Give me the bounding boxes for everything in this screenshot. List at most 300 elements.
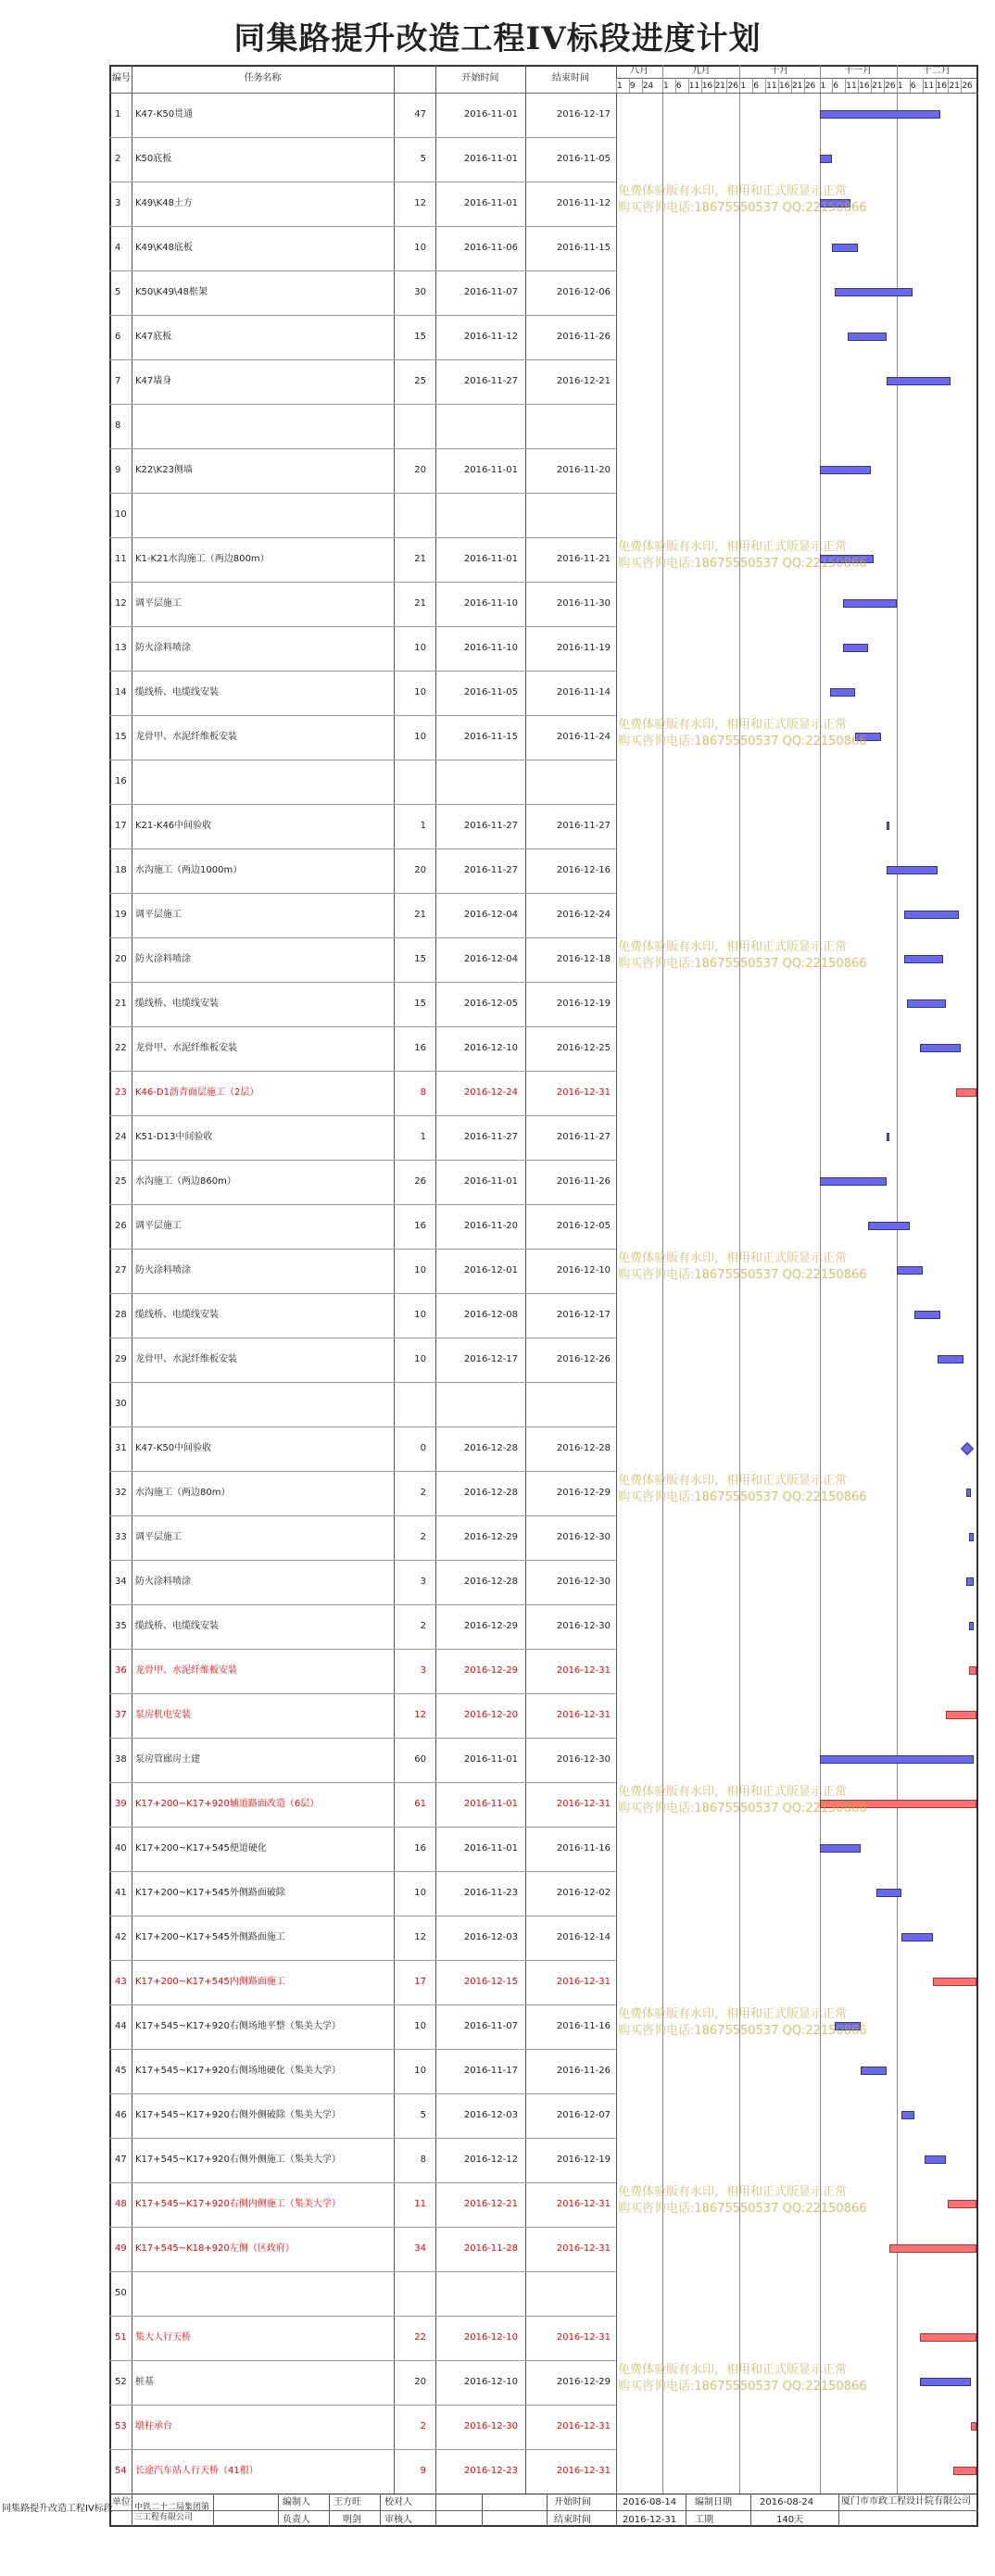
row-divider — [109, 1249, 616, 1250]
watermark-line: 购买咨询电话:18675550537 QQ:22150866 — [618, 1268, 867, 1282]
row-duration: 47 — [414, 109, 426, 119]
gantt-bar — [820, 466, 872, 474]
row-end-date: 2016-11-16 — [556, 1843, 611, 1853]
day-label: 6 — [675, 82, 682, 91]
gantt-bar — [897, 1266, 923, 1275]
row-start-date: 2016-12-03 — [463, 2110, 518, 2120]
row-task-name: 水沟施工（两边80m） — [135, 1488, 231, 1498]
row-end-date: 2016-12-30 — [556, 1532, 611, 1542]
day-tick — [629, 78, 630, 93]
row-end-date: 2016-11-27 — [556, 1132, 611, 1142]
row-end-date: 2016-11-30 — [556, 598, 611, 609]
row-end-date: 2016-12-07 — [556, 2110, 611, 2120]
row-start-date: 2016-12-20 — [463, 1710, 518, 1720]
row-start-date: 2016-11-27 — [463, 376, 518, 386]
project-period: 140天 — [776, 2515, 804, 2525]
end-label: 结束时间 — [554, 2515, 591, 2525]
row-task-name: 集大人行天桥 — [135, 2332, 191, 2343]
row-start-date: 2016-11-12 — [463, 332, 518, 342]
gantt-bar — [920, 2378, 972, 2386]
row-divider — [109, 537, 616, 538]
row-task-name: 调平层施工 — [135, 1532, 182, 1542]
row-task-name: K47-K50贯通 — [135, 109, 194, 119]
row-duration: 2 — [420, 1621, 426, 1631]
footer-divider — [329, 2494, 330, 2527]
gantt-bar — [876, 1889, 902, 1897]
row-task-name: K49\K48底板 — [135, 243, 193, 253]
gantt-bar — [887, 866, 938, 874]
row-divider — [109, 2405, 616, 2406]
row-divider — [109, 2316, 616, 2317]
day-label: 16 — [779, 82, 790, 91]
day-tick — [778, 78, 779, 93]
gantt-bar — [887, 1133, 889, 1141]
row-divider — [109, 1871, 616, 1872]
row-id: 36 — [115, 1665, 127, 1676]
design-company: 厦门市市政工程设计院有限公司 — [841, 2496, 971, 2507]
row-duration: 10 — [414, 2021, 426, 2031]
row-start-date: 2016-11-01 — [463, 154, 518, 164]
row-duration: 26 — [414, 1176, 426, 1187]
row-start-date: 2016-12-28 — [463, 1488, 518, 1498]
footer-divider — [482, 2494, 483, 2527]
row-end-date: 2016-12-30 — [556, 1754, 611, 1765]
row-id: 33 — [115, 1532, 127, 1542]
row-task-name: K47墙身 — [135, 376, 172, 386]
row-task-name: 防火涂料喷涂 — [135, 643, 191, 653]
row-task-name: 缆线桥、电缆线安装 — [135, 1621, 219, 1631]
row-task-name: 防火涂料喷涂 — [135, 954, 191, 964]
row-end-date: 2016-12-31 — [556, 2243, 611, 2254]
row-start-date: 2016-11-27 — [463, 865, 518, 875]
day-label: 1 — [820, 82, 826, 91]
gantt-bar — [830, 688, 856, 697]
row-id: 21 — [115, 999, 127, 1009]
row-task-name: K49\K48土方 — [135, 198, 193, 208]
row-duration: 21 — [414, 598, 426, 609]
row-end-date: 2016-12-30 — [556, 1621, 611, 1631]
date-label: 编制日期 — [695, 2497, 732, 2507]
row-divider — [109, 1693, 616, 1694]
row-id: 9 — [115, 465, 121, 475]
row-duration: 15 — [414, 954, 426, 964]
gantt-bar — [920, 1044, 961, 1052]
row-start-date: 2016-11-17 — [463, 2066, 518, 2076]
row-end-date: 2016-11-12 — [556, 198, 611, 208]
row-divider — [109, 893, 616, 894]
month-label: 八月 — [630, 66, 649, 76]
row-end-date: 2016-11-16 — [556, 2021, 611, 2031]
day-tick — [688, 78, 689, 93]
row-end-date: 2016-12-31 — [556, 1977, 611, 1987]
row-end-date: 2016-12-19 — [556, 999, 611, 1009]
row-duration: 15 — [414, 999, 426, 1009]
row-start-date: 2016-12-30 — [463, 2421, 518, 2431]
row-divider — [109, 1382, 616, 1383]
row-start-date: 2016-11-28 — [463, 2243, 518, 2254]
row-duration: 20 — [414, 2377, 426, 2387]
row-task-name: K47-K50中间验收 — [135, 1443, 212, 1453]
row-end-date: 2016-11-26 — [556, 1176, 611, 1187]
row-task-name: K17+200~K17+545外侧路面施工 — [135, 1932, 285, 1942]
row-task-name: 长途汽车站人行天桥（41根） — [135, 2466, 258, 2476]
row-divider — [109, 1071, 616, 1072]
gantt-bar — [901, 1933, 932, 1941]
row-task-name: 龙骨甲、水泥纤维板安装 — [135, 732, 237, 742]
gantt-bar — [969, 1666, 976, 1675]
gantt-bar — [933, 1978, 976, 1986]
row-task-name: 桩基 — [135, 2377, 154, 2387]
row-end-date: 2016-11-26 — [556, 332, 611, 342]
day-label: 1 — [897, 82, 903, 91]
day-tick — [884, 78, 885, 93]
row-divider — [109, 137, 616, 138]
gantt-bar — [969, 1533, 975, 1541]
project-name: 同集路提升改造工程IV标段 — [2, 2504, 113, 2514]
row-divider — [109, 1293, 616, 1294]
gantt-bar — [953, 2467, 976, 2475]
row-task-name: 缆线桥、电缆线安装 — [135, 687, 219, 697]
watermark-line: 免费体验版有水印，相用和正式版显示正常 — [618, 1251, 848, 1265]
row-duration: 10 — [414, 1310, 426, 1320]
gantt-bar — [925, 2155, 945, 2164]
row-task-name: K1-K21水沟施工（两边800m） — [135, 554, 270, 564]
watermark-line: 购买咨询电话:18675550537 QQ:22150866 — [618, 735, 867, 748]
watermark-line: 购买咨询电话:18675550537 QQ:22150866 — [618, 957, 867, 971]
row-duration: 10 — [414, 1888, 426, 1898]
gantt-bar — [969, 1622, 975, 1630]
row-duration: 5 — [420, 2110, 426, 2120]
row-start-date: 2016-12-08 — [463, 1310, 518, 1320]
row-end-date: 2016-11-14 — [556, 687, 611, 697]
row-task-name: K51-D13中间验收 — [135, 1132, 213, 1142]
day-label: 11 — [766, 82, 777, 91]
gantt-bar — [848, 333, 887, 341]
owner-label: 负责人 — [283, 2515, 310, 2525]
month-label: 十一月 — [844, 66, 873, 76]
row-task-name: K17+200~K17+545外侧路面破除 — [135, 1888, 285, 1898]
row-id: 2 — [115, 154, 121, 164]
row-end-date: 2016-12-28 — [556, 1443, 611, 1453]
row-task-name: K50底板 — [135, 154, 172, 164]
day-label: 16 — [859, 82, 870, 91]
reviewer-label: 审核人 — [384, 2515, 412, 2525]
day-label: 6 — [753, 82, 759, 91]
row-divider — [109, 626, 616, 627]
unit-label: 单位 — [112, 2497, 131, 2507]
day-label: 21 — [714, 82, 726, 91]
row-id: 8 — [115, 421, 121, 431]
row-end-date: 2016-12-16 — [556, 865, 611, 875]
row-start-date: 2016-12-10 — [463, 2332, 518, 2343]
watermark-line: 免费体验版有水印，相用和正式版显示正常 — [618, 184, 848, 198]
row-id: 50 — [115, 2288, 127, 2298]
row-duration: 8 — [420, 2155, 426, 2165]
row-task-name: K17+200~K17+545内侧路面施工 — [135, 1977, 285, 1987]
watermark-line: 免费体验版有水印，相用和正式版显示正常 — [618, 2007, 848, 2021]
gantt-bar — [832, 244, 858, 252]
gantt-bar — [904, 955, 943, 963]
row-start-date: 2016-11-07 — [463, 287, 518, 297]
row-task-name: K50\K49\48框架 — [135, 287, 208, 297]
row-id: 1 — [115, 109, 121, 119]
day-tick — [791, 78, 792, 93]
row-id: 38 — [115, 1754, 127, 1765]
row-start-date: 2016-12-21 — [463, 2199, 518, 2209]
row-divider — [109, 1426, 616, 1427]
row-divider — [109, 804, 616, 805]
row-duration: 10 — [414, 1265, 426, 1275]
day-tick — [910, 78, 911, 93]
row-start-date: 2016-12-28 — [463, 1443, 518, 1453]
row-id: 19 — [115, 910, 127, 920]
day-label: 11 — [923, 82, 935, 91]
row-task-name: K17+545~K17+920右侧外侧破除（集美大学） — [135, 2110, 341, 2120]
row-duration: 5 — [420, 154, 426, 164]
day-label: 26 — [962, 82, 973, 91]
row-start-date: 2016-12-23 — [463, 2466, 518, 2476]
project-end: 2016-12-31 — [623, 2515, 677, 2525]
footer-divider — [278, 2494, 279, 2527]
row-duration: 2 — [420, 2421, 426, 2431]
row-divider — [109, 1560, 616, 1561]
row-start-date: 2016-12-10 — [463, 2377, 518, 2387]
row-divider — [109, 2182, 616, 2183]
row-id: 23 — [115, 1087, 127, 1098]
row-start-date: 2016-11-01 — [463, 1754, 518, 1765]
row-id: 5 — [115, 287, 121, 297]
row-divider — [109, 848, 616, 849]
day-tick — [923, 78, 924, 93]
row-duration: 16 — [414, 1043, 426, 1053]
row-start-date: 2016-11-10 — [463, 598, 518, 609]
row-id: 11 — [115, 554, 127, 564]
watermark-line: 免费体验版有水印，相用和正式版显示正常 — [618, 2363, 848, 2377]
row-divider — [109, 1827, 616, 1828]
day-label: 11 — [846, 82, 857, 91]
row-id: 45 — [115, 2066, 127, 2076]
day-label: 24 — [642, 82, 654, 91]
row-divider — [109, 2138, 616, 2139]
row-id: 14 — [115, 687, 127, 697]
row-divider — [109, 1515, 616, 1516]
row-task-name: 缆线桥、电缆线安装 — [135, 1310, 219, 1320]
watermark-line: 免费体验版有水印，相用和正式版显示正常 — [618, 1474, 848, 1488]
row-end-date: 2016-12-17 — [556, 1310, 611, 1320]
column-header-start: 开始时间 — [461, 73, 499, 83]
row-task-name: 防火涂料喷涂 — [135, 1265, 191, 1275]
row-end-date: 2016-12-29 — [556, 1488, 611, 1498]
row-duration: 22 — [414, 2332, 426, 2343]
row-divider — [109, 1026, 616, 1027]
row-duration: 10 — [414, 2066, 426, 2076]
row-duration: 1 — [420, 1132, 426, 1142]
project-start: 2016-08-14 — [623, 2497, 677, 2507]
row-task-name: K46-D1沥青面层施工（2层） — [135, 1087, 259, 1098]
row-start-date: 2016-11-10 — [463, 643, 518, 653]
row-duration: 12 — [414, 1710, 426, 1720]
row-divider — [109, 1115, 616, 1116]
row-end-date: 2016-12-29 — [556, 2377, 611, 2387]
row-id: 15 — [115, 732, 127, 742]
row-id: 47 — [115, 2155, 127, 2165]
row-end-date: 2016-12-31 — [556, 2421, 611, 2431]
period-label: 工期 — [695, 2515, 713, 2525]
gantt-bar — [907, 999, 946, 1008]
row-divider — [109, 1204, 616, 1205]
row-end-date: 2016-11-15 — [556, 243, 611, 253]
row-duration: 16 — [414, 1221, 426, 1231]
gantt-bar — [948, 2200, 976, 2208]
row-duration: 16 — [414, 1843, 426, 1853]
row-duration: 20 — [414, 865, 426, 875]
row-start-date: 2016-11-23 — [463, 1888, 518, 1898]
row-task-name: 调平层施工 — [135, 910, 182, 920]
row-duration: 21 — [414, 554, 426, 564]
row-id: 4 — [115, 243, 121, 253]
row-duration: 8 — [420, 1087, 426, 1098]
gantt-bar — [966, 1489, 972, 1497]
row-id: 43 — [115, 1977, 127, 1987]
day-label: 1 — [617, 82, 623, 91]
day-tick — [675, 78, 676, 93]
row-task-name: K17+545~K17+920右侧内侧施工（集美大学） — [135, 2199, 341, 2209]
row-duration: 10 — [414, 687, 426, 697]
day-tick — [832, 78, 833, 93]
row-duration: 12 — [414, 1932, 426, 1942]
row-end-date: 2016-12-31 — [556, 1710, 611, 1720]
day-label: 16 — [936, 82, 947, 91]
gantt-bar — [820, 110, 941, 119]
row-task-name: K17+200~K17+920辅道路面改造（6层） — [135, 1799, 320, 1809]
row-divider — [109, 1960, 616, 1961]
row-end-date: 2016-12-06 — [556, 287, 611, 297]
row-task-name: 龙骨甲、水泥纤维板安装 — [135, 1043, 237, 1053]
row-id: 54 — [115, 2466, 127, 2476]
row-task-name: 调平层施工 — [135, 1221, 182, 1231]
row-divider — [109, 715, 616, 716]
day-tick — [701, 78, 702, 93]
row-start-date: 2016-12-15 — [463, 1977, 518, 1987]
gantt-bar — [868, 1222, 909, 1230]
row-id: 20 — [115, 954, 127, 964]
day-tick — [961, 78, 962, 93]
row-start-date: 2016-12-05 — [463, 999, 518, 1009]
row-id: 46 — [115, 2110, 127, 2120]
row-divider — [109, 1738, 616, 1739]
row-duration: 61 — [414, 1799, 426, 1809]
watermark-line: 购买咨询电话:18675550537 QQ:22150866 — [618, 2202, 867, 2216]
row-end-date: 2016-12-26 — [556, 1354, 611, 1364]
row-end-date: 2016-11-24 — [556, 732, 611, 742]
gantt-bar — [820, 1755, 975, 1764]
row-end-date: 2016-12-18 — [556, 954, 611, 964]
day-tick — [714, 78, 715, 93]
day-label: 21 — [949, 82, 960, 91]
row-id: 32 — [115, 1488, 127, 1498]
day-label: 26 — [804, 82, 816, 91]
watermark-line: 免费体验版有水印，相用和正式版显示正常 — [618, 540, 848, 554]
row-divider — [109, 448, 616, 449]
gantt-bar — [901, 2111, 914, 2119]
row-divider — [109, 2449, 616, 2450]
row-id: 37 — [115, 1710, 127, 1720]
gantt-bar — [820, 155, 833, 163]
gantt-bar — [971, 2422, 976, 2431]
gantt-bar — [889, 2244, 976, 2253]
row-end-date: 2016-11-27 — [556, 821, 611, 831]
gantt-bar — [966, 1577, 974, 1586]
row-id: 42 — [115, 1932, 127, 1942]
day-label: 6 — [833, 82, 839, 91]
day-label: 21 — [872, 82, 883, 91]
column-divider — [616, 65, 617, 2494]
watermark-line: 免费体验版有水印，相用和正式版显示正常 — [618, 2185, 848, 2199]
day-label: 9 — [629, 82, 636, 91]
day-label: 26 — [727, 82, 738, 91]
row-task-name: K17+545~K18+920左侧（区政府） — [135, 2243, 295, 2254]
footer-mid-line — [109, 2510, 978, 2511]
day-tick — [642, 78, 643, 93]
day-tick — [616, 78, 617, 93]
row-divider — [109, 937, 616, 938]
row-duration: 10 — [414, 1354, 426, 1364]
gantt-bar — [956, 1088, 976, 1097]
row-id: 13 — [115, 643, 127, 653]
column-divider — [394, 65, 395, 2494]
row-id: 29 — [115, 1354, 127, 1364]
row-start-date: 2016-12-24 — [463, 1087, 518, 1098]
day-tick — [858, 78, 859, 93]
row-id: 35 — [115, 1621, 127, 1631]
row-end-date: 2016-12-31 — [556, 1799, 611, 1809]
row-end-date: 2016-12-31 — [556, 2332, 611, 2343]
row-id: 39 — [115, 1799, 127, 1809]
row-duration: 1 — [420, 821, 426, 831]
row-start-date: 2016-11-05 — [463, 687, 518, 697]
day-tick — [739, 78, 740, 93]
row-id: 52 — [115, 2377, 127, 2387]
editor-label: 编制人 — [283, 2497, 310, 2507]
day-label: 1 — [663, 82, 669, 91]
row-duration: 25 — [414, 376, 426, 386]
month-divider — [897, 65, 898, 2494]
watermark-line: 购买咨询电话:18675550537 QQ:22150866 — [618, 201, 867, 215]
day-tick — [845, 78, 846, 93]
row-divider — [109, 359, 616, 360]
row-end-date: 2016-11-19 — [556, 643, 611, 653]
row-end-date: 2016-12-24 — [556, 910, 611, 920]
row-duration: 3 — [420, 1665, 426, 1676]
row-start-date: 2016-11-01 — [463, 1843, 518, 1853]
gantt-bar — [904, 911, 958, 919]
row-task-name: 调平层施工 — [135, 598, 182, 609]
column-header-name: 任务名称 — [244, 73, 282, 83]
watermark-line: 购买咨询电话:18675550537 QQ:22150866 — [618, 1490, 867, 1504]
row-start-date: 2016-12-01 — [463, 1265, 518, 1275]
checker-label: 校对人 — [384, 2497, 412, 2507]
day-tick — [765, 78, 766, 93]
row-divider — [109, 493, 616, 494]
row-end-date: 2016-12-31 — [556, 1087, 611, 1098]
row-end-date: 2016-11-05 — [556, 154, 611, 164]
row-divider — [109, 226, 616, 227]
row-duration: 21 — [414, 910, 426, 920]
row-start-date: 2016-11-27 — [463, 1132, 518, 1142]
row-start-date: 2016-12-29 — [463, 1621, 518, 1631]
row-divider — [109, 315, 616, 316]
row-end-date: 2016-12-25 — [556, 1043, 611, 1053]
